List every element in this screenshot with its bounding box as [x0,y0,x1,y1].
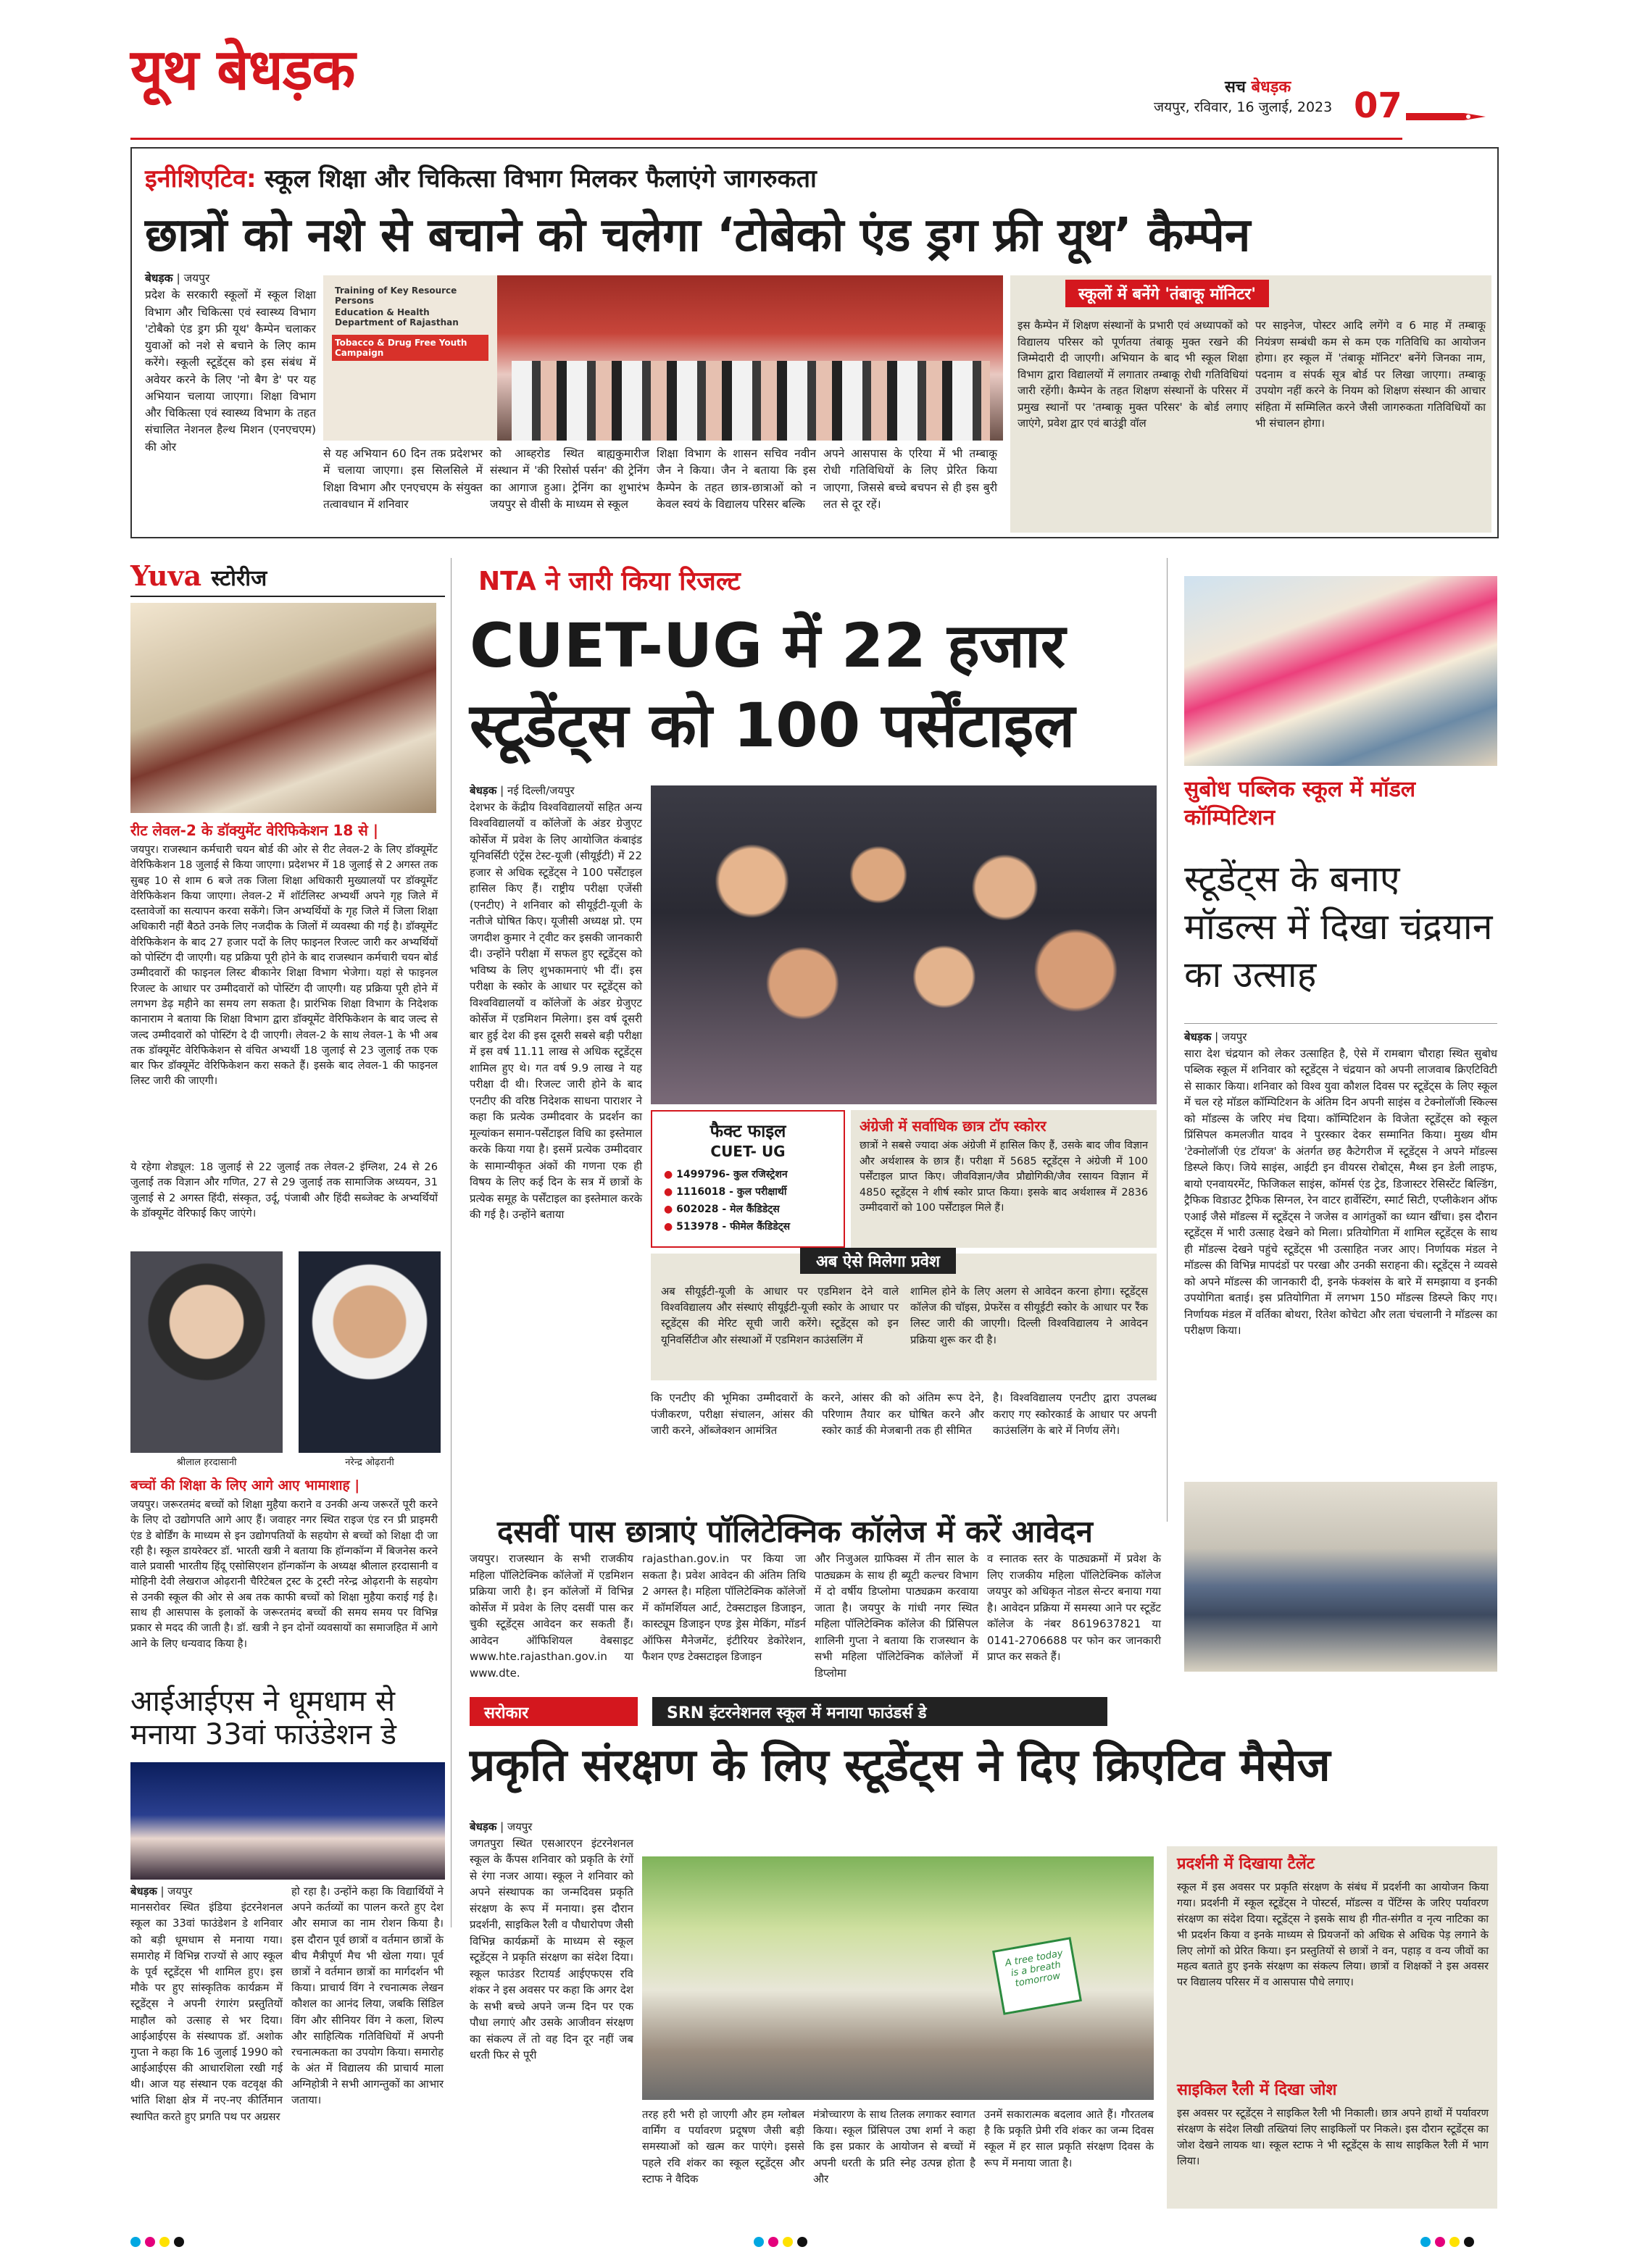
portrait-1-caption: श्रीलाल हरदासानी [176,1457,237,1468]
cuet-col-1: बेधड़क | नई दिल्ली/जयपुर देशभर के केंद्रीय विश्वविद्यालयों सहित अन्य विश्वविद्यालयों व कॉलेजों के अंडर ग्रेजुएट कोर्सेज में प्रवेश के लिए आयोजित कंबाइंड यूनिवर्सिटी एंट्रेंस टेस्ट-यूजी (सीयूईटी) में 22 हजार से अधिक स्टूडेंट्स ने 100 पर्सेंटाइल हासिल किए हैं। राष्ट्रीय परीक्षा एजेंसी (एनटीए) ने शनिवार को सीयूईटी-यूजी के नतीजे घोषित किए। यूजीसी अध्यक्ष प्रो. एम जगदीश कुमार ने ट्वीट कर इसकी जानकारी दी। उन्होंने परीक्षा में सफल हुए स्टूडेंट्स को भविष्य के लिए शुभकामनाएं भी दीं। इस परीक्षा के स्कोर के आधार पर स्टूडेंट्स को विश्वविद्यालयों व कॉलेजों के अंडर ग्रेजुएट कोर्सेज में एडमिशन मिलेगा। इस वर्ष दूसरी बार हुई देश की इस दूसरी सबसे बड़ी परीक्षा में इस वर्ष 11.11 लाख से अधिक स्टूडेंट्स शामिल हुए थे। गत वर्ष 9.9 लाख ने यह परीक्षा दी थी। रिजल्ट जारी होने के बाद एनटीए की वरिष्ठ निदेशक साधना पाराशर ने कहा कि प्रत्येक उम्मीदवार के प्रदर्शन का मूल्यांकन समान-पर्सेंटाइल विधि का इस्तेमाल करके किया गया है। इसमें प्रत्येक उम्मीदवार के सामान्यीकृत अंकों की गणना एक ही विषय के लिए कई दिन के सत्र में छात्रों के प्रत्येक समूह के पर्सेंटाइल का इस्तेमाल करके की गई है। उन्होंने बताया [470,784,642,1221]
srn-col-2: तरह हरी भरी हो जाएगी और हम ग्लोबल वार्मिंग व पर्यावरण प्रदूषण जैसी बड़ी समस्याओं को खत्म कर पाएंगे। इससे पहले रवि शंकर का स्कूल स्टूडेंट्स और स्टाफ ने वैदिक [642,2109,804,2185]
srn-box1-body: स्कूल में इस अवसर पर प्रकृति संरक्षण के संबंध में प्रदर्शनी का आयोजन किया गया। प्रदर्शनी में स्कूल स्टूडेंट्स ने पोस्टर्स, मॉडल्स व पेंटिंग्स के जरिए पर्यावरण संरक्षण का संदेश दिया। स्टूडेंट्स ने इसके साथ ही गीत-संगीत व नृत्य नाटिका का भी प्रदर्शन किया व इनके माध्यम से प्रियजनों को अधिक से अधिक पेड़ लगाने के लिए लोगों को प्रेरित किया। इन प्रस्तुतियों से छात्रों ने वन, पहाड़ व वन्य जीवों का महत्व बताते हुए इनके संरक्षण का संकल्प लिया। छात्रों व शिक्षकों ने इस अवसर पर विद्यालय परिसर में व आसपास पौधे लगाए। [1177,1881,1489,1989]
masthead-rule [130,138,1402,140]
iis-col-2: हो रहा है। उन्होंने कहा कि विद्यार्थियों ने अपने कर्तव्यों का पालन करते हुए देश और समाज का नाम रोशन किया है। इस दौरान पूर्व छात्रों व वर्तमान छात्रों के बीच मैत्रीपूर्ण मैच भी खेला गया। पूर्व छात्रों ने वर्तमान छात्रों का मार्गदर्शन भी किया। प्राचार्य विंग ने रचनात्मक लेखन कौशल का आनंद लिया, जबकि सिंडिल विंग और सीनियर विंग ने कला, शिल्प और साहित्यिक गतिविधियों में अपनी रचनात्मकता का उपयोग किया। समारोह के अंत में विद्यालय की प्राचार्य माला अग्निहोत्री ने सभी आगन्तुकों का आभार जताया। [291,1885,444,2107]
srn-col-3: मंत्रोच्चारण के साथ तिलक लगाकर स्वागत किया। स्कूल प्रिंसिपल उषा शर्मा ने कहा कि इस प्रकार के आयोजन से बच्चों में अपनी धरती के प्रति स्नेह उत्पन्न होता है और [813,2109,975,2185]
lead-col-1: बेधड़क | जयपुर प्रदेश के सरकारी स्कूलों में स्कूल शिक्षा विभाग और चिकित्सा एवं स्वास्थ्य विभाग 'टोबैको एंड ड्रग फ्री यूथ' कैम्पेन चलाकर युवाओं को नशे से बचाने के लिए काम करेंगे। स्कूली स्टूडेंट्स को इस संबंध में अवेयर करने के लिए 'नो बैग डे' पर यह अभियान चलाया जाएगा। शिक्षा विभाग और चिकित्सा एवं स्वास्थ्य विभाग के तहत संचालित नेशनल हैल्थ मिशन (एनएचएम) की ओर [145,272,316,454]
poly-headline: दसवीं पास छात्राएं पॉलिटेक्निक कॉलेज में करें आवेदन [497,1514,1093,1549]
pen-nib-icon [1406,107,1487,126]
lead-headline: छात्रों को नशे से बचाने को चलेगा ‘टोबेको एंड ड्रग फ्री यूथ’ कैम्पेन [145,209,1251,262]
reet-body: जयपुर। राजस्थान कर्मचारी चयन बोर्ड की ओर से रीट लेवल-2 के लिए डॉक्यूमेंट वेरिफिकेशन 18 जुलाई से किया जाएगा। प्रदेशभर में 18 जुलाई से 2 अगस्त तक सुबह 10 से शाम 6 बजे तक जिला शिक्षा अधिकारी मुख्यालयों पर डॉक्यूमेंट वेरिफिकेशन किया जाएगा। लेवल-2 में शॉर्टलिस्ट अभ्यर्थी अपने गृह जिले में दस्तावेजों का सत्यापन करवा सकेंगे। जिन अभ्यर्थियों के गृह जिले में जिला शिक्षा अधिकारी नहीं बैठते उनके लिए नजदीक के जिलों में व्यवस्था की गई है। डॉक्यूमेंट वेरिफिकेशन के बाद 27 हजार पदों के लिए फाइनल रिजल्ट जारी कर अभ्यर्थियों को पोस्टिंग दी जाएगी। यह प्रक्रिया पूरी होने के बाद राजस्थान कर्मचारी चयन बोर्ड उम्मीदवारों की फाइनल लिस्ट बीकानेर शिक्षा विभाग भेजेगा। यहां से फाइनल रिजल्ट के आधार पर उम्मीदवारों को पोस्टिंग दी जाएगी। यह प्रक्रिया पूरी होने में लगभग डेढ़ महीने का समय लग सकता है। प्रारंभिक शिक्षा विभाग के निदेशक कानाराम ने बताया कि शिक्षा विभाग द्वारा डॉक्यूमेंट वेरिफिकेशन के बाद जल्द से जल्द उम्मीदवारों को पोस्टिंग दे दी जाएगी। लेवल-2 के साथ लेवल-1 के भी अब तक डॉक्यूमेंट वेरिफिकेशन से वंचित अभ्यर्थी 18 जुलाई से 23 जुलाई तक एक बार फिर डॉक्यूमेंट वेरिफिकेशन करा सकते हैं। इसके बाद लेवल-1 की फाइनल लिस्ट जारी की जाएगी। [130,843,438,1088]
fact-item: ● 1116018 - कुल परीक्षार्थी [664,1186,787,1198]
edu-body: जयपुर। जरूरतमंद बच्चों को शिक्षा मुहैया कराने व उनकी अन्य जरूरतें पूरी करने के लिए दो उद्योगपति आगे आए हैं। जवाहर नगर स्थित राइज एंड रन प्री प्राइमरी एंड डे बोर्डिंग के माध्यम से इन उद्योगपतियों के सहयोग से बच्चों को शिक्षा दी जा रही है। स्कूल डायरेक्टर डॉ. भारती खत्री ने बताया कि हॉन्गकॉन्ग में बिजनेस करने वाले प्रवासी भारतीय हिंदू एसोसिएशन हॉन्गकॉन्ग के अध्यक्ष श्रीलाल हरदासानी व मोहिनी देवी लेखराज ओढ़रानी चैरिटेबल ट्रस्ट के ट्रस्टी नरेन्द्र ओढ़रानी के सहयोग से उनकी स्कूल की ओर से अब तक काफी बच्चों को शिक्षा मुहैया कराई गई है। साथ ही आसपास के इलाकों के जरूरतमंद बच्चों की समय समय पर विभिन्न प्रकार से मदद की जाती है। डॉ. खत्री ने इन दोनों व्यवसायों का समाजहित में आगे आने के लिए धन्यवाद किया है। [130,1498,438,1650]
fact-item: ● 1499796- कुल रजिस्ट्रेशन [664,1169,788,1180]
admission-col-2: शामिल होने के लिए अलग से आवेदन करना होगा। स्टूडेंट्स कॉलेज की चॉइस, प्रेफरेंस व सीयूईटी स्कोर के आधार पर रैंक लिस्ट जारी की जाएगी। दिल्ली विश्वविद्यालय ने आवेदन प्रक्रिया शुरू कर दी है। [910,1285,1148,1346]
fact-item: ● 513978 - फीमेल कैंडिडेट्स [664,1221,791,1233]
srn-photo [642,1856,1154,2100]
edu-head: बच्चों की शिक्षा के लिए आगे आए भामाशाह | [130,1477,360,1493]
srn-tag-1: सरोकार [470,1697,638,1726]
cuet-tail-2: करने, आंसर की को अंतिम रूप देने, परिणाम तैयार कर घोषित करने और स्कोर कार्ड की मेजबानी तक ही सीमित [822,1391,984,1437]
lead-side-col-2: पर साइनेज, पोस्टर आदि लगेंगे व 6 माह में तम्बाकू नियंत्रण सम्बंधी कम से कम एक गतिविधि का आयोजन होगा। हर स्कूल में 'तंबाकू मॉनिटर' बनेंगे जिनका नाम, पदनाम व संपर्क सूत्र बोर्ड पर लिखा जाएगा। तम्बाकू उपयोग नहीं करने के नियम को शिक्षण संस्थान की आचार संहिता में सम्मिलित करने जैसी जागरुकता गतिविधियों का भी संचालन होगा। [1255,319,1486,430]
poly-col-4: व स्नातक स्तर के पाठ्यक्रमों में प्रवेश के लिए राजकीय महिला पॉलिटेक्निक कॉलेज जयपुर को अधिकृत नोडल सेन्टर बनाया गया है। आवेदन प्रक्रिया में समस्या आने पर स्टूडेंट कॉलेज के नंबर 8619637821 या 0141-2706688 पर फोन कर जानकारी प्राप्त कर सकते हैं। [987,1552,1161,1663]
reg-dots-right [1420,2236,1478,2250]
reet-schedule: ये रहेगा शेड्यूल: 18 जुलाई से 22 जुलाई तक लेवल-2 इंग्लिश, 24 से 26 जुलाई तक विज्ञान और गणित, 27 से 29 जुलाई तक सामाजिक अध्ययन, 31 जुलाई से 2 अगस्त हिंदी, संस्कृत, उर्दू, पंजाबी और हिंदी सब्जेक्ट के अभ्यर्थियों के डॉक्यूमेंट वेरिफाई किए जाएंगे। [130,1161,438,1220]
srn-box2-head: साइकिल रैली में दिखा जोश [1177,2081,1337,2099]
srn-placard: A tree today is a breath tomorrow [992,1937,1082,2015]
english-box: अंग्रेजी में सर्वाधिक छात्र टॉप स्कोरर छात्रों ने सबसे ज्यादा अंक अंग्रेजी में हासिल किए हैं, उसके बाद जीव विज्ञान और अर्थशास्त्र के छात्र हैं। परीक्षा में 5685 स्टूडेंट्स ने अंग्रेजी में 100 पर्सेंटाइल प्राप्त किए। जीवविज्ञान/जैव प्रौद्योगिकी/जैव रसायन विज्ञान में 4850 स्टूडेंट्स ने शीर्ष स्कोर प्राप्त किया। इसके बाद अर्थशास्त्र में 2836 उम्मीदवारों को 100 पर्सेंटाइल मिले हैं। [851,1110,1157,1248]
lead-col-5: अपने आसपास के एरिया में भी तम्बाकू रोधी गतिविधियों के लिए प्रेरित किया जाएगा, जिससे बच्चे बचपन से ही इस बुरी लत से दूर रहें। [823,447,997,511]
masthead-brand: सच बेधड़क [1225,78,1291,96]
reet-photo [130,603,436,813]
fact-box: फैक्ट फाइल CUET- UG ● 1499796- कुल रजिस्ट्रेशन ● 1116018 - कुल परीक्षार्थी ● 602028 - मेल कैंडिडेट्स ● 513978 - फीमेल कैंडिडेट्स [651,1110,845,1248]
yuva-logo: Yuva स्टोरीज [130,559,267,592]
cuet-headline-2: स्टूडेंट्स को 100 पर्सेंटाइल [470,690,1075,761]
reg-dots-left [130,2236,188,2250]
srn-col-4: उनमें सकारात्मक बदलाव आते हैं। गौरतलब है कि प्रकृति प्रेमी रवि शंकर का जन्म दिवस स्कूल में हर साल प्रकृति संरक्षण दिवस के रूप में मनाया जाता है। [984,2109,1154,2169]
section-title: यूथ बेधड़क [130,38,355,103]
poly-col-1: जयपुर। राजस्थान के सभी राजकीय महिला पॉलिटेक्निक कॉलेजों में एडमिशन प्रक्रिया जारी है। इन कॉलेजों में विभिन्न कोर्सेज में प्रवेश के लिए दसवीं पास कर चुकी स्टूडेंट्स आवेदन कर सकती हैं। आवेदन ऑफिशियल वेबसाइट www.hte.rajasthan.gov.in या www.dte. [470,1552,633,1680]
cuet-headline-1: CUET-UG में 22 हजार [470,610,1066,681]
reet-head: रीट लेवल-2 के डॉक्युमेंट वेरिफिकेशन 18 से | [130,822,379,839]
srn-tag-2: SRN इंटरनेशनल स्कूल में मनाया फाउंडर्स डे [652,1697,1107,1726]
srn-headline: प्रकृति संरक्षण के लिए स्टूडेंट्स ने दिए क्रिएटिव मैसेज [470,1738,1331,1791]
admission-head: अब ऐसे मिलेगा प्रवेश [800,1248,956,1274]
vrule-right [1167,558,1168,1522]
vrule-left [451,558,452,1927]
srn-box1-head: प्रदर्शनी में दिखाया टैलेंट [1177,1855,1315,1873]
lead-side-col-1: इस कैम्पेन में शिक्षण संस्थानों के प्रभारी एवं अध्यापकों को विद्यालय परिसर को पूर्णतया तंबाकू मुक्त रखने की जिम्मेदारी दी जाएगी। अभियान के बाद भी स्कूल शिक्षा विभाग द्वारा विद्यालयों में लगातार तम्बाकू रोधी गतिविधियां जारी रहेंगी। कैम्पेन के तहत शिक्षण संस्थानों के परिसर में प्रमुख स्थानों पर 'तम्बाकू मुक्त परिसर' के बोर्ड लगाए जाएंगे, प्रवेश द्वार एवं बाउंड्री वॉल [1018,319,1248,430]
model-head-small: सुबोध पब्लिक स्कूल में मॉडल कॉम्पिटिशन [1184,777,1416,830]
yuva-rule [130,596,445,597]
model-body: बेधड़क | जयपुर सारा देश चंद्रयान को लेकर उत्साहित है, ऐसे में रामबाग चौराहा स्थित सुबोध पब्लिक स्कूल में शनिवार को स्टूडेंट्स ने चंद्रयान को अपनी लाजवाब क्रिएटिविटी से साकार किया। शनिवार को विश्व युवा कौशल दिवस पर स्टूडेंट्स के लिए स्कूल में चल रहे मॉडल कॉम्पिटिशन के अंतिम दिन अपनी साइंस व टेक्नोलॉजी स्किल्स को मॉडल्स के जरिए मंच दिया। कॉम्पिटिशन के विजेता स्टूडेंट्स को स्कूल प्रिंसिपल कमलजीत यादव ने पुरस्कार देकर सम्मानित किया। मुख्य थीम 'टेक्नोलॉजी एंड टॉयज' के अंतर्गत छह कैटेगरीज में स्टूडेंट्स ने अपने मॉडल्स डिस्प्ले किए। जिये साइंस, आईटी इन वीयरस रोबोट्स, मैथ्स इन डेली लाइफ, बायो एनवायरमेंट, फिजिकल साइंस, कॉमर्स एंड ट्रेड, डिजास्टर रेसिस्टेंट बिल्डिंग, ट्रैफिक विडाउट ट्रैफिक सिग्नल, रेन वाटर हार्वेस्टिंग, स्मार्ट सिटी, एप्लीकेशन ऑफ एआई जैसे मॉडल्स में स्टूडेंट्स ने जजेस व आगंतुकों का ध्यान खींचा। इस दौरान स्टूडेंट्स में भारी उत्साह देखने को मिला। प्रतियोगिता में शामिल स्टूडेंट्स के साथ ही मॉडल्स देखने पहुंचे स्टूडेंट्स भी उत्साहित नजर आए। निर्णायक मंडल ने मॉडल्स की विभिन्न मापदंडों पर परखा और उनकी सराहना की। स्टूडेंट्स ने व्यवसे को अपने मॉडल्स की जानकारी दी, इनके फंक्शंस के बारे में समझाया व इनकी उपयोगिता बताई। इस प्रतियोगिता में लगभग 150 मॉडल्स डिस्प्ले किए गए। निर्णायक मंडल में वर्तिका बोथरा, रितेश कोचेटा और लता चंचलानी ने मॉडल्स का परीक्षण किया। [1184,1030,1497,1337]
lead-photo: Training of Key Resource Persons Education & Health Department of Rajasthan Tobacco & Drug Free Youth Campaign [323,275,1003,441]
admission-col-1: अब सीयूईटी-यूजी के आधार पर एडमिशन देने वाले विश्वविद्यालय और संस्थाएं सीयूईटी-यूजी स्कोर के आधार पर स्टूडेंट्स की मेरिट सूची जारी करेंगे। स्टूडेंट्स को इन यूनिवर्सिटीज और संस्थाओं में एडमिशन काउंसलिंग में [661,1285,899,1346]
lead-col-4: शिक्षा विभाग के शासन सचिव नवीन जैन ने किया। जैन ने बताया कि इस कैम्पेन के तहत छात्र-छात्राओं को न केवल स्वयं के विद्यालय परिसर बल्कि [657,447,816,511]
lead-col-3: को आब्हरोड स्थित बाह्यकुमारीज संस्थान में 'की रिसोर्स पर्सन' की ट्रेनिंग का आगाज हुआ। ट्रेनिंग का शुभारंभ जयपुर से वीसी के माध्यम से स्कूल [490,447,649,511]
cuet-tail-1: कि एनटीए की भूमिका उम्मीदवारों के पंजीकरण, परीक्षा संचालन, आंसर की जारी करने, ऑब्जेक्शन आमंत्रित [651,1391,813,1437]
cuet-photo [651,785,1157,1104]
iis-photo [130,1762,445,1880]
lead-col-2: से यह अभियान 60 दिन तक प्रदेशभर में चलाया जाएगा। इस सिलसिले में शिक्षा विभाग और एनएचएम के संयुक्त तत्वावधान में शनिवार [323,447,483,511]
page-number: 07 [1354,86,1402,126]
iis-headline: आईआईएस ने धूमधाम से मनाया 33वां फाउंडेशन डे [130,1685,397,1751]
lead-side-head: स्कूलों में बनेंगे 'तंबाकू मॉनिटर' [1065,280,1269,307]
model-headline: स्टूडेंट्स के बनाए मॉडल्स में दिखा चंद्रयान का उत्साह [1184,858,1493,996]
srn-box2-body: इस अवसर पर स्टूडेंट्स ने साइकिल रैली भी निकाली। छात्र अपने हाथों में पर्यावरण संरक्षण के संदेश लिखी तख्तियां लिए साइकिलों पर निकले। इस दौरान स्टूडेंट्स का जोश देखने लायक था। स्कूल स्टाफ ने भी स्टूडेंट्स के साथ साइकिल रैली में भाग लिया। [1177,2107,1489,2167]
srn-col-1: बेधड़क | जयपुर जगतपुरा स्थित एसआरएन इंटरनेशनल स्कूल के कैंपस शनिवार को प्रकृति के रंगों से रंगा नजर आया। स्कूल ने शनिवार को अपने संस्थापक का जन्मदिवस प्रकृति संरक्षण के रूप में मनाया। इस दौरान प्रदर्शनी, साइकिल रैली व पौधारोपण जैसी विभिन्न कार्यक्रमों के माध्यम से स्कूल स्टूडेंट्स ने प्रकृति संरक्षण का संदेश दिया। स्कूल फाउंडर रिटायर्ड आईएफएस रवि शंकर ने इस अवसर पर कहा कि अगर देश के सभी बच्चे अपने जन्म दिन पर एक पौधा लगाएं और उसके आजीवन संरक्षण का संकल्प लें तो वह दिन दूर नहीं जब धरती फिर से पूरी [470,1820,633,2061]
poly-col-2: rajasthan.gov.in पर किया जा सकता है। प्रवेश आवेदन की अंतिम तिथि 2 अगस्त है। महिला पॉलिटेक्निक कॉलेजों में कॉमर्शियल आर्ट, टेक्सटाइल डिजाइन, कास्ट्यूम डिजाइन एण्ड ड्रेस मेकिंग, मॉडर्न ऑफिस मैनेजमेंट, इंटीरियर डेकोरेशन, फैशन एण्ड टेक्सटाइल डिजाइन [642,1552,806,1663]
portrait-1 [130,1251,283,1453]
dateline: जयपुर, रविवार, 16 जुलाई, 2023 [1154,99,1333,115]
poly-col-3: और निजुअल ग्राफिक्स में तीन साल के पाठ्यक्रम के साथ ही ब्यूटी कल्चर विभाग में दो वर्षीय डिप्लोमा पाठ्यक्रम करवाया जाता है। जयपुर के गांधी नगर स्थित महिला पॉलिटेक्निक कॉलेज की प्रिंसिपल शालिनी गुप्ता ने बताया कि राजस्थान के सभी महिला पॉलिटेक्निक कॉलेजों में डिप्लोमा [815,1552,978,1680]
fact-item: ● 602028 - मेल कैंडिडेट्स [664,1204,780,1216]
model-photo-bottom [1184,1482,1497,1672]
cuet-tail-3: है। विश्वविद्यालय एनटीए द्वारा उपलब्ध कराए गए स्कोरकार्ड के आधार पर अपनी काउंसलिंग के बारे में निर्णय लेंगे। [993,1391,1157,1437]
portrait-2-caption: नरेन्द्र ओढ़रानी [345,1457,394,1468]
reg-dots-center [754,2236,812,2250]
model-photo-top [1184,576,1497,766]
iis-col-1: बेधड़क | जयपुर मानसरोवर स्थित इंडिया इंटरनेशनल स्कूल का 33वां फाउंडेशन डे शनिवार को बड़ी धूमधाम से मनाया गया। समारोह में विभिन्न राज्यों से आए स्कूल के पूर्व स्टूडेंट्स भी शामिल हुए। इस मौके पर हुए सांस्कृतिक कार्यक्रम में स्टूडेंट्स ने अपनी रंगारंग प्रस्तुतियों माहौल को उत्साह से भर दिया। आईआईएस के संस्थापक डॉ. अशोक गुप्ता ने कहा कि 16 जुलाई 1990 को आईआईएस की आधारशिला रखी गई थी। आज यह संस्थान एक वटवृक्ष की भांति शिक्षा क्षेत्र में नए-नए कीर्तिमान स्थापित करते हुए प्रगति पथ पर अग्रसर [130,1885,283,2123]
lead-kicker: इनीशिएटिव: स्कूल शिक्षा और चिकित्सा विभाग मिलकर फैलाएंगे जागरुकता [145,164,817,193]
model-rule [1184,1023,1497,1024]
fact-list [664,1166,832,1235]
cuet-kicker: NTA ने जारी किया रिजल्ट [478,567,741,596]
portrait-2 [299,1251,441,1453]
